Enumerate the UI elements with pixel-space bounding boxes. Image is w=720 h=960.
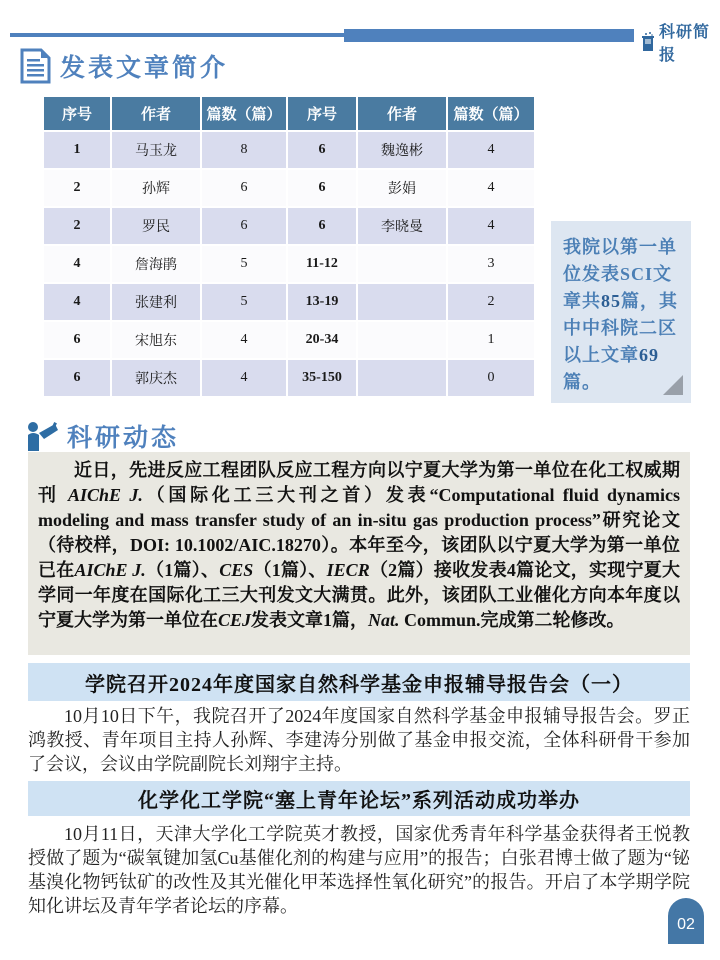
cell: 13-19	[288, 284, 356, 320]
cell: 4	[44, 246, 110, 282]
page-number-badge	[668, 898, 704, 944]
section-title-published-articles: 发表文章简介	[60, 54, 229, 82]
cell: 4	[448, 208, 534, 244]
cell: 5	[202, 246, 286, 282]
cell: 4	[44, 284, 110, 320]
cell: 3	[448, 246, 534, 282]
cell: 6	[288, 208, 356, 244]
research-news-paragraph	[28, 452, 690, 655]
cell: 20-34	[288, 322, 356, 358]
cell: 0	[448, 360, 534, 396]
masthead-title: 科研简报	[659, 24, 711, 64]
note-folded-corner	[663, 375, 683, 395]
cell: 4	[202, 360, 286, 396]
table-row	[44, 208, 534, 244]
banner-title: 学院召开2024年度国家自然科学基金申报辅导报告会（一）	[85, 673, 633, 696]
cell: 4	[448, 170, 534, 206]
news-banner-fund-meeting	[28, 663, 690, 701]
fund-meeting-text: 10月10日下午，我院召开了2024年度国家自然科学基金申报辅导报告会。罗正鸿教授、青年项目主持人孙辉、李建涛分别做了基金申报交流，全体科研骨干参加了会议，会议由学院副院长刘翔宇主持。	[28, 706, 690, 774]
table-row	[44, 360, 534, 396]
cell: 35-150	[288, 360, 356, 396]
cell: 詹海鹃	[112, 246, 200, 282]
section-title-research-news: 科研动态	[67, 424, 180, 452]
col-header-count-right: 篇数（篇）	[448, 97, 534, 130]
table-row	[44, 132, 534, 168]
table-row	[44, 170, 534, 206]
cell: 4	[448, 132, 534, 168]
announcer-icon	[25, 421, 59, 451]
cell: 6	[44, 360, 110, 396]
cell: 郭庆杰	[112, 360, 200, 396]
col-header-index-right: 序号	[288, 97, 356, 130]
section-published-articles-header	[20, 48, 228, 84]
note-total-count: 85	[601, 291, 621, 311]
header-thin-rule	[10, 33, 344, 37]
table-row	[44, 322, 534, 358]
note-q2-count: 69	[639, 345, 659, 365]
cell: 彭娟	[358, 170, 446, 206]
cell	[358, 246, 446, 282]
cell: 1	[448, 322, 534, 358]
table-row	[44, 284, 534, 320]
page-number: 02	[677, 916, 695, 933]
cell: 宋旭东	[112, 322, 200, 358]
col-header-count-left: 篇数（篇）	[202, 97, 286, 130]
cell: 5	[202, 284, 286, 320]
cell: 2	[448, 284, 534, 320]
cell	[358, 322, 446, 358]
youth-forum-text: 10月11日，天津大学化工学院英才教授，国家优秀青年科学基金获得者王悦教授做了题为“碳氧键加氢Cu基催化剂的构建与应用”的报告；白张君博士做了题为“铋基溴化物钙钛矿的改性及其光催化甲苯选择性氧化研究”的报告。开启了本学期学院知化讲坛及青年学者论坛的序幕。	[28, 824, 690, 916]
cell: 罗民	[112, 208, 200, 244]
news-paragraph-text: 近日，先进反应工程团队反应工程方向以宁夏大学为第一单位在化工权威期刊 AIChE J.（国际化工三大刊之首）发表“Computational fluid dynamics modeling and mass transfer study of an in-situ gas production process”研究论文（待校样，DOI: 10.1002/AIC.18270）。本年至今，该团队以宁夏大学为第一单位已在AIChE J.（1篇）、CES（1篇）、IECR（2篇）接收发表4篇论文，实现宁夏大学同一年度在国际化工三大刊发文大满贯。此外，该团队工业催化方向本年度以宁夏大学为第一单位在CEJ发表文章1篇，Nat. Commun.完成第二轮修改。	[38, 460, 681, 630]
cell: 6	[288, 132, 356, 168]
cell: 6	[202, 170, 286, 206]
cell: 马玉龙	[112, 132, 200, 168]
fund-meeting-paragraph	[28, 704, 690, 776]
cell: 孙辉	[112, 170, 200, 206]
cell: 张建利	[112, 284, 200, 320]
section-research-news-header	[25, 418, 179, 454]
cell	[358, 360, 446, 396]
cell: 李晓曼	[358, 208, 446, 244]
cell: 2	[44, 208, 110, 244]
cell: 6	[44, 322, 110, 358]
youth-forum-paragraph	[28, 822, 690, 918]
header-thick-rule	[344, 29, 634, 42]
table-row	[44, 246, 534, 282]
cell: 8	[202, 132, 286, 168]
cell: 11-12	[288, 246, 356, 282]
cell	[358, 284, 446, 320]
cell: 4	[202, 322, 286, 358]
banner-title: 化学化工学院“塞上青年论坛”系列活动成功举办	[138, 790, 580, 812]
document-icon	[20, 48, 51, 84]
news-banner-youth-forum	[28, 781, 690, 816]
cell: 魏逸彬	[358, 132, 446, 168]
masthead	[640, 19, 720, 65]
col-header-author-right: 作者	[358, 97, 446, 130]
cell: 2	[44, 170, 110, 206]
sci-summary-note	[551, 221, 691, 403]
cell: 1	[44, 132, 110, 168]
publications-table	[42, 95, 536, 398]
cell: 6	[288, 170, 356, 206]
flask-icon	[640, 32, 656, 52]
note-text: 我院以第一单位发表SCI文章共85篇，其中中科院二区以上文章69篇。	[563, 237, 678, 392]
col-header-author-left: 作者	[112, 97, 200, 130]
col-header-index-left: 序号	[44, 97, 110, 130]
table-header-row	[44, 97, 534, 130]
cell: 6	[202, 208, 286, 244]
